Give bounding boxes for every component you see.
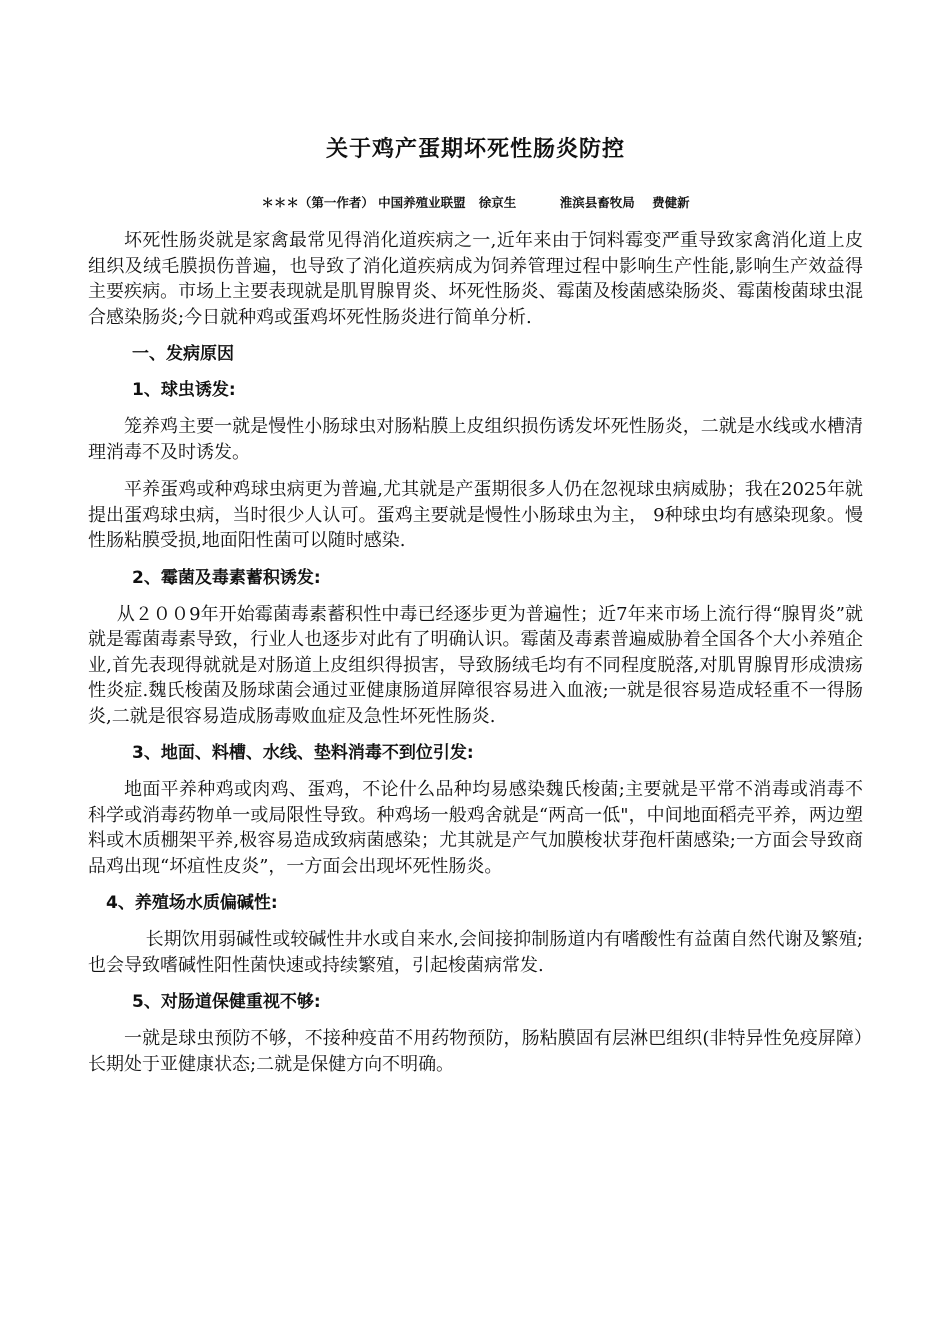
document-title: 关于鸡产蛋期坏死性肠炎防控 <box>325 137 625 162</box>
cause-coccidia-paragraph-2: 平养蛋鸡或种鸡球虫病更为普遍,尤其就是产蛋期很多人仍在忽视球虫病威胁；我在2025年就提出蛋鸡球虫病，当时很少人认可。蛋鸡主要就是慢性小肠球虫为主， 9种球虫均有感染现象。慢性肠粘膜受损,地面阳性菌可以随时感染. <box>88 479 863 551</box>
cause-disinfection-paragraph: 地面平养种鸡或肉鸡、蛋鸡，不论什么品种均易感染魏氏梭菌;主要就是平常不消毒或消毒不科学或消毒药物单一或局限性导致。种鸡场一般鸡舍就是“两高一低"，中间地面稻壳平养，两边塑料或木质棚架平养,极容易造成致病菌感染；尤其就是产气加膜梭状芽孢杆菌感染;一方面会导致商品鸡出现“坏疽性皮炎”，一方面会出现坏死性肠炎。 <box>88 779 863 877</box>
cause-gut-health-paragraph: 一就是球虫预防不够，不接种疫苗不用药物预防，肠粘膜固有层淋巴组织(非特异性免疫屏障）长期处于亚健康状态;二就是保健方向不明确。 <box>88 1028 863 1075</box>
intro-paragraph: 坏死性肠炎就是家禽最常见得消化道疾病之一,近年来由于饲料霉变严重导致家禽消化道上皮组织及绒毛膜损伤普遍，也导致了消化道疾病成为饲养管理过程中影响生产性能,影响生产效益得主要疾病。市场上主要表现就是肌胃腺胃炎、坏死性肠炎、霉菌及梭菌感染肠炎、霉菌梭菌球虫混合感染肠炎;今日就种鸡或蛋鸡坏死性肠炎进行简单分析. <box>88 230 863 328</box>
cause-heading-gut-health: 5、对肠道保健重视不够: <box>132 992 321 1012</box>
cause-coccidia-paragraph-1: 笼养鸡主要一就是慢性小肠球虫对肠粘膜上皮组织损伤诱发坏死性肠炎，二就是水线或水槽清理消毒不及时诱发。 <box>88 416 863 463</box>
author-byline: ＊＊＊（第一作者） 中国养殖业联盟 徐京生 淮滨县畜牧局 费健新 <box>261 195 690 210</box>
cause-heading-water-quality: 4、养殖场水质偏碱性: <box>106 893 278 913</box>
cause-heading-disinfection: 3、地面、料槽、水线、垫料消毒不到位引发: <box>132 743 474 763</box>
section-heading-causes: 一、发病原因 <box>132 344 234 364</box>
cause-heading-mycotoxin: 2、霉菌及毒素蓄积诱发: <box>132 567 321 588</box>
cause-water-quality-paragraph: 长期饮用弱碱性或较碱性井水或自来水,会间接抑制肠道内有嗜酸性有益菌自然代谢及繁殖;也会导致嗜碱性阳性菌快速或持续繁殖，引起梭菌病常发. <box>88 929 863 976</box>
cause-mycotoxin-paragraph: 从２００9年开始霉菌毒素蓄积性中毒已经逐步更为普遍性；近7年来市场上流行得“腺胃炎”就就是霉菌毒素导致，行业人也逐步对此有了明确认识。霉菌及毒素普遍威胁着全国各个大小养殖企业,首先表现得就就是对肠道上皮组织得损害，导致肠绒毛均有不同程度脱落,对肌胃腺胃形成溃疡性炎症.魏氏梭菌及肠球菌会通过亚健康肠道屏障很容易进入血液;一就是很容易造成轻重不一得肠炎,二就是很容易造成肠毒败血症及急性坏死性肠炎. <box>88 603 863 727</box>
document-body <box>88 228 863 1089</box>
cause-heading-coccidia: 1、球虫诱发: <box>132 380 236 400</box>
document-page <box>88 0 863 1344</box>
